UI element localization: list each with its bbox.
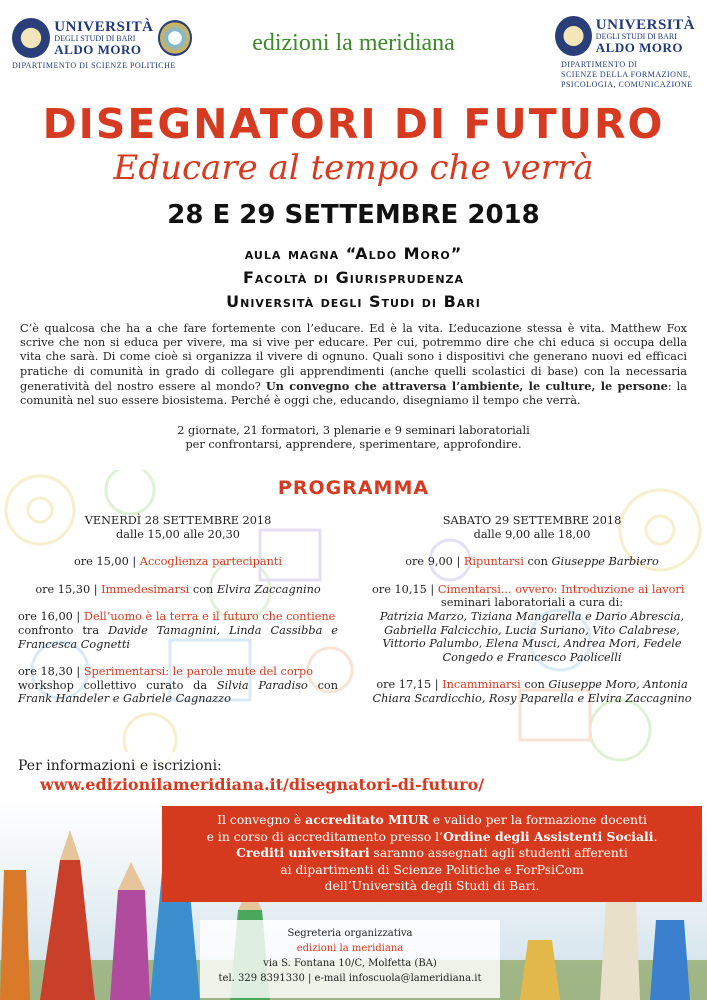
item-time: ore 15,00 | — [73, 555, 140, 569]
item-speaker: Giuseppe Moro, Antonia Chiara Scardicchio, Rosy Paparella e Elvira Zaccagnino — [372, 678, 692, 705]
event-title: DISEGNATORI DI FUTURO — [42, 100, 665, 148]
venue-university: Università degli Studi di Bari — [226, 292, 481, 311]
item-time: ore 10,15 | — [372, 582, 438, 596]
accr-text: e valido per la formazione docenti — [428, 812, 647, 827]
item-speaker: Silvia Paradiso — [216, 678, 308, 692]
intro-text: C’è qualcosa che ha a che fare fortemente con l’educare. Ed è la vita. L’educazione stessa è vita. Matthew Fox scrive che non si educa per vivere, ma si vive per educare. Per cui, potremmo dire che chi educa si occupa della vita che sarà. Di come cioè si organizza il vivere di ognuno. Quali sono i dispositivi che generano nuovi ed efficaci pratiche di comunità in grado di collegare gli apprendimenti (anche quelli scolastici di base) con la necessaria generatività del nostro essere al mondo? — [20, 322, 687, 393]
item-time: ore 9,00 | — [405, 555, 464, 569]
university-aldo-moro: ALDO MORO — [595, 40, 683, 55]
university-seal-icon — [555, 16, 592, 56]
accr-text: Il convegno è — [217, 812, 306, 827]
accr-text: saranno assegnati agli studenti afferenti — [369, 845, 628, 861]
program-item — [372, 583, 692, 665]
organizing-secretariat — [200, 920, 500, 998]
item-connector: con — [523, 555, 552, 569]
program-item — [372, 555, 692, 569]
item-speaker: Davide Tamagnini, Linda Cassibba e Francesca Cognetti — [18, 623, 338, 651]
university-subname: DEGLI STUDI DI BARI — [595, 32, 677, 41]
event-subtitle: Educare al tempo che verrà — [113, 148, 594, 188]
department-name: DIPARTIMENTO DI SCIENZE POLITICHE — [12, 61, 176, 70]
item-time: ore 15,30 | — [35, 582, 102, 596]
stats-purpose: per confrontarsi, apprendere, sperimentare, approfondire. — [185, 438, 522, 451]
day-2-hours: dalle 9,00 alle 18,00 — [473, 527, 591, 541]
item-speaker: Elvira Zaccagnino — [216, 582, 321, 596]
day-1-date: VENERDÌ 28 SETTEMBRE 2018 — [84, 514, 272, 527]
footer-address: via S. Fontana 10/C, Molfetta (BA) — [263, 958, 437, 969]
intro-text-end: : la comunità nel suo essere biosistema. Perché è oggi che, educando, disegniamo il tempo che verrà. — [20, 379, 688, 408]
item-title: Incamminarsi — [442, 678, 521, 692]
item-connector: con — [189, 582, 217, 596]
item-connector: con — [520, 678, 549, 692]
item-description: seminari laboratoriali a cura di: — [440, 596, 624, 610]
accr-text: e in corso di accreditamento presso l’ — [206, 828, 444, 844]
accr-text: dell’Università degli Studi di Bari. — [324, 878, 540, 894]
university-logo-right — [555, 16, 695, 90]
day-1-hours: dalle 15,00 alle 20,30 — [116, 527, 240, 541]
info-label: Per informazioni e iscrizioni: — [18, 758, 222, 774]
accr-text: ai dipartimenti di Scienze Politiche e ForPsiCom — [280, 861, 584, 877]
registration-link[interactable]: www.edizionilameridiana.it/disegnatori-di-futuro/ — [40, 775, 485, 794]
university-aldo-moro: ALDO MORO — [54, 42, 142, 57]
accr-highlight: Crediti universitari — [236, 845, 370, 861]
department-line: PSICOLOGIA, COMUNICAZIONE — [561, 80, 693, 89]
department-line: SCIENZE DELLA FORMAZIONE, — [561, 70, 691, 79]
item-speaker: Patrizia Marzo, Tiziana Mangarella e Dario Abrescia, Gabriella Falcicchio, Lucia Suriano, Vito Calabrese, Vittorio Palumbo, Elena Musci, Andrea Mori, Fedele Congedo e Francesco Paolicelli — [379, 609, 685, 664]
accr-highlight: Ordine degli Assistenti Sociali — [443, 828, 654, 844]
university-name: UNIVERSITÀ — [595, 17, 695, 33]
venue-hall: aula magna “Aldo Moro” — [244, 244, 463, 263]
university-subname: DEGLI STUDI DI BARI — [54, 34, 136, 43]
university-name: UNIVERSITÀ — [54, 19, 154, 35]
publisher-name: edizioni la meridiana — [252, 30, 455, 56]
program-item — [18, 610, 338, 651]
accreditation-box — [162, 806, 702, 902]
item-speaker: Giuseppe Barbiero — [551, 555, 659, 569]
program-day-1 — [18, 514, 338, 720]
department-line: DIPARTIMENTO DI — [561, 60, 638, 69]
item-title: Dell’uomo è la terra e il futuro che contiene — [83, 610, 336, 624]
accr-text: . — [653, 828, 658, 844]
footer-label: Segreteria organizzativa — [287, 928, 413, 939]
item-title: Accoglienza partecipanti — [139, 555, 283, 569]
accr-highlight: accreditato MIUR — [305, 812, 429, 827]
program-item — [18, 665, 338, 706]
program-item — [372, 678, 692, 705]
day-2-date: SABATO 29 SETTEMBRE 2018 — [442, 514, 622, 527]
venue-faculty: Facoltà di Giurisprudenza — [242, 268, 465, 287]
event-venue — [0, 242, 707, 314]
program-item — [18, 555, 338, 569]
item-connector: con — [307, 678, 338, 692]
footer-contacts: tel. 329 8391330 | e-mail infoscuola@lameridiana.it — [218, 973, 482, 984]
item-time: ore 18,30 | — [18, 665, 84, 679]
program-item — [18, 583, 338, 597]
intro-paragraph — [20, 322, 687, 408]
event-stats — [0, 424, 707, 452]
item-description: confronto tra — [18, 623, 109, 637]
item-description: workshop collettivo curato da — [18, 678, 217, 692]
stats-summary: 2 giornate, 21 formatori, 3 plenarie e 9 seminari laboratoriali — [177, 424, 530, 437]
program-heading: PROGRAMMA — [277, 477, 430, 499]
item-title: Sperimentarsi: le parole mute del corpo — [83, 665, 314, 679]
intro-highlight: Un convegno che attraversa l’ambiente, le culture, le persone — [265, 378, 668, 393]
item-title: Immedesimarsi — [101, 582, 190, 596]
item-title: Ripuntarsi — [463, 555, 524, 569]
item-speaker: Frank Handeler e Gabriele Cagnazzo — [18, 692, 231, 706]
item-title: Cimentarsi... ovvero: Introduzione ai lavori — [437, 582, 685, 596]
program-day-2 — [372, 514, 692, 720]
footer-publisher: edizioni la meridiana — [296, 943, 404, 954]
item-time: ore 17,15 | — [376, 678, 443, 692]
event-dates: 28 E 29 SETTEMBRE 2018 — [167, 200, 540, 230]
item-time: ore 16,00 | — [18, 610, 84, 624]
